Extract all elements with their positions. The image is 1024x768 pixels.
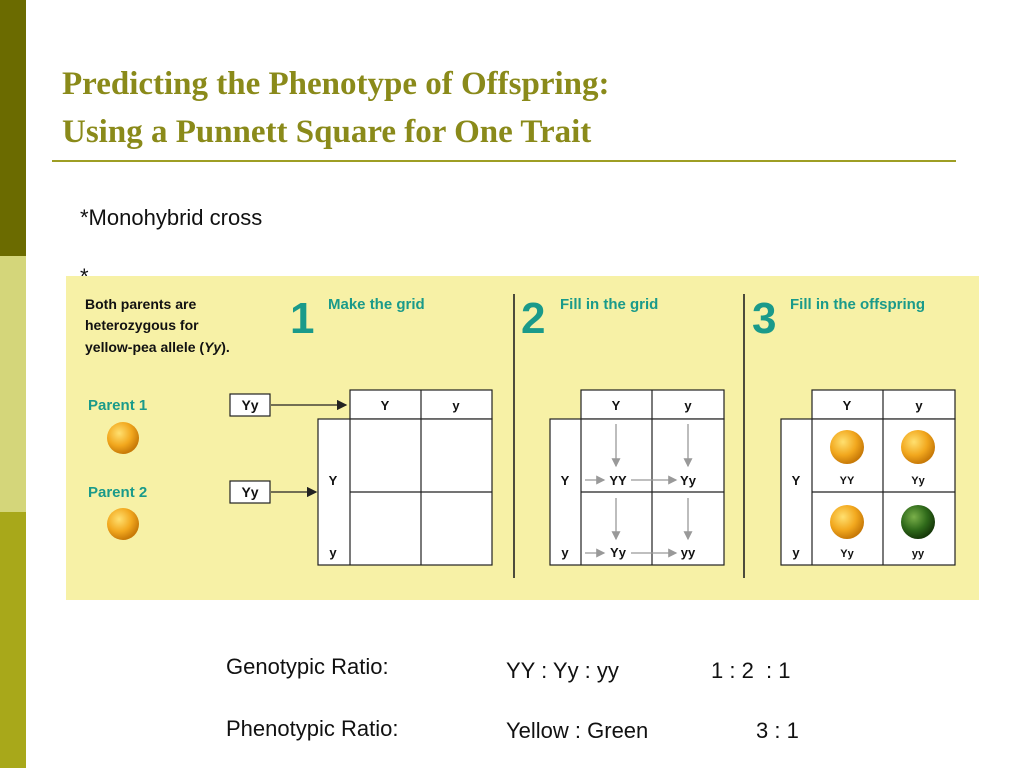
grid-1-col-header: y [452, 398, 460, 413]
punnett-grid-3 [781, 390, 955, 565]
parent-2-label: Parent 2 [88, 484, 148, 501]
genotypic-ratio-value: 1 : 2 : 1 [711, 658, 791, 683]
slide-title [62, 60, 610, 156]
green-pea-icon [901, 505, 935, 539]
grid-2-cell: Yy [680, 473, 696, 488]
intro-line-1: Both parents are [85, 296, 197, 312]
step-3-heading [752, 294, 925, 343]
grid-3-cell: Yy [840, 548, 854, 560]
grid-3-col-header: y [915, 398, 923, 413]
grid-2-cell: yy [680, 545, 696, 560]
punnett-grid-1 [318, 390, 492, 565]
grid-2-row-header: y [561, 545, 569, 560]
grid-2-cell: Yy [610, 545, 626, 560]
sidebar-block-dark [0, 0, 26, 256]
step-1-number: 1 [290, 294, 315, 343]
slide-title-line-2: Using a Punnett Square for One Trait [62, 114, 592, 150]
punnett-figure-svg [66, 276, 979, 600]
intro-line-3: yellow-pea allele (Yy). [85, 339, 230, 355]
step-2-number: 2 [521, 294, 546, 343]
slide-title-line-1: Predicting the Phenotype of Offspring: [62, 66, 610, 102]
sidebar-block-mid [0, 512, 26, 768]
sidebar-block-light [0, 256, 26, 512]
grid-1-col-header: Y [380, 398, 390, 413]
grid-3-col-header: Y [842, 398, 852, 413]
grid-2-col-header: Y [611, 398, 621, 413]
yellow-pea-icon [830, 505, 864, 539]
grid-3-cell: yy [911, 548, 925, 560]
phenotypic-ratio-value: 3 : 1 [756, 718, 799, 743]
step-2-label: Fill in the grid [560, 296, 659, 313]
grid-2-cell: YY [609, 473, 627, 488]
intro-line-2: heterozygous for [85, 317, 199, 333]
genotypic-ratio-label: Genotypic Ratio: [226, 654, 389, 679]
step-1-label: Make the grid [328, 296, 425, 313]
grid-3-row-header: Y [791, 473, 801, 488]
yellow-pea-icon [901, 430, 935, 464]
grid-2-row-header: Y [560, 473, 570, 488]
grid-1-row-header: y [329, 545, 337, 560]
yellow-pea-icon [830, 430, 864, 464]
parent-2-genotype: Yy [241, 484, 259, 500]
grid-3-row-header: y [792, 545, 800, 560]
parent-1-pea [107, 422, 139, 454]
parent-1-genotype: Yy [241, 397, 259, 413]
phenotypic-ratio-label: Phenotypic Ratio: [226, 716, 399, 741]
grid-3-cell: Yy [911, 475, 925, 487]
genotypic-ratio-terms: YY : Yy : yy [506, 658, 619, 683]
step-2-heading [521, 294, 658, 343]
punnett-figure [66, 276, 979, 600]
title-divider [52, 160, 956, 162]
grid-3-cell: YY [839, 475, 855, 487]
parent-2-pea [107, 508, 139, 540]
slide-sidebar [0, 0, 26, 768]
step-1-heading [290, 294, 425, 343]
step-3-label: Fill in the offspring [790, 296, 925, 313]
step-3-number: 3 [752, 294, 777, 343]
bullet-monohybrid: *Monohybrid cross [80, 205, 263, 230]
grid-1-row-header: Y [328, 473, 338, 488]
grid-2-col-header: y [684, 398, 692, 413]
punnett-grid-2 [550, 390, 724, 565]
parent-1-label: Parent 1 [88, 397, 148, 414]
phenotypic-ratio-terms: Yellow : Green [506, 718, 649, 743]
